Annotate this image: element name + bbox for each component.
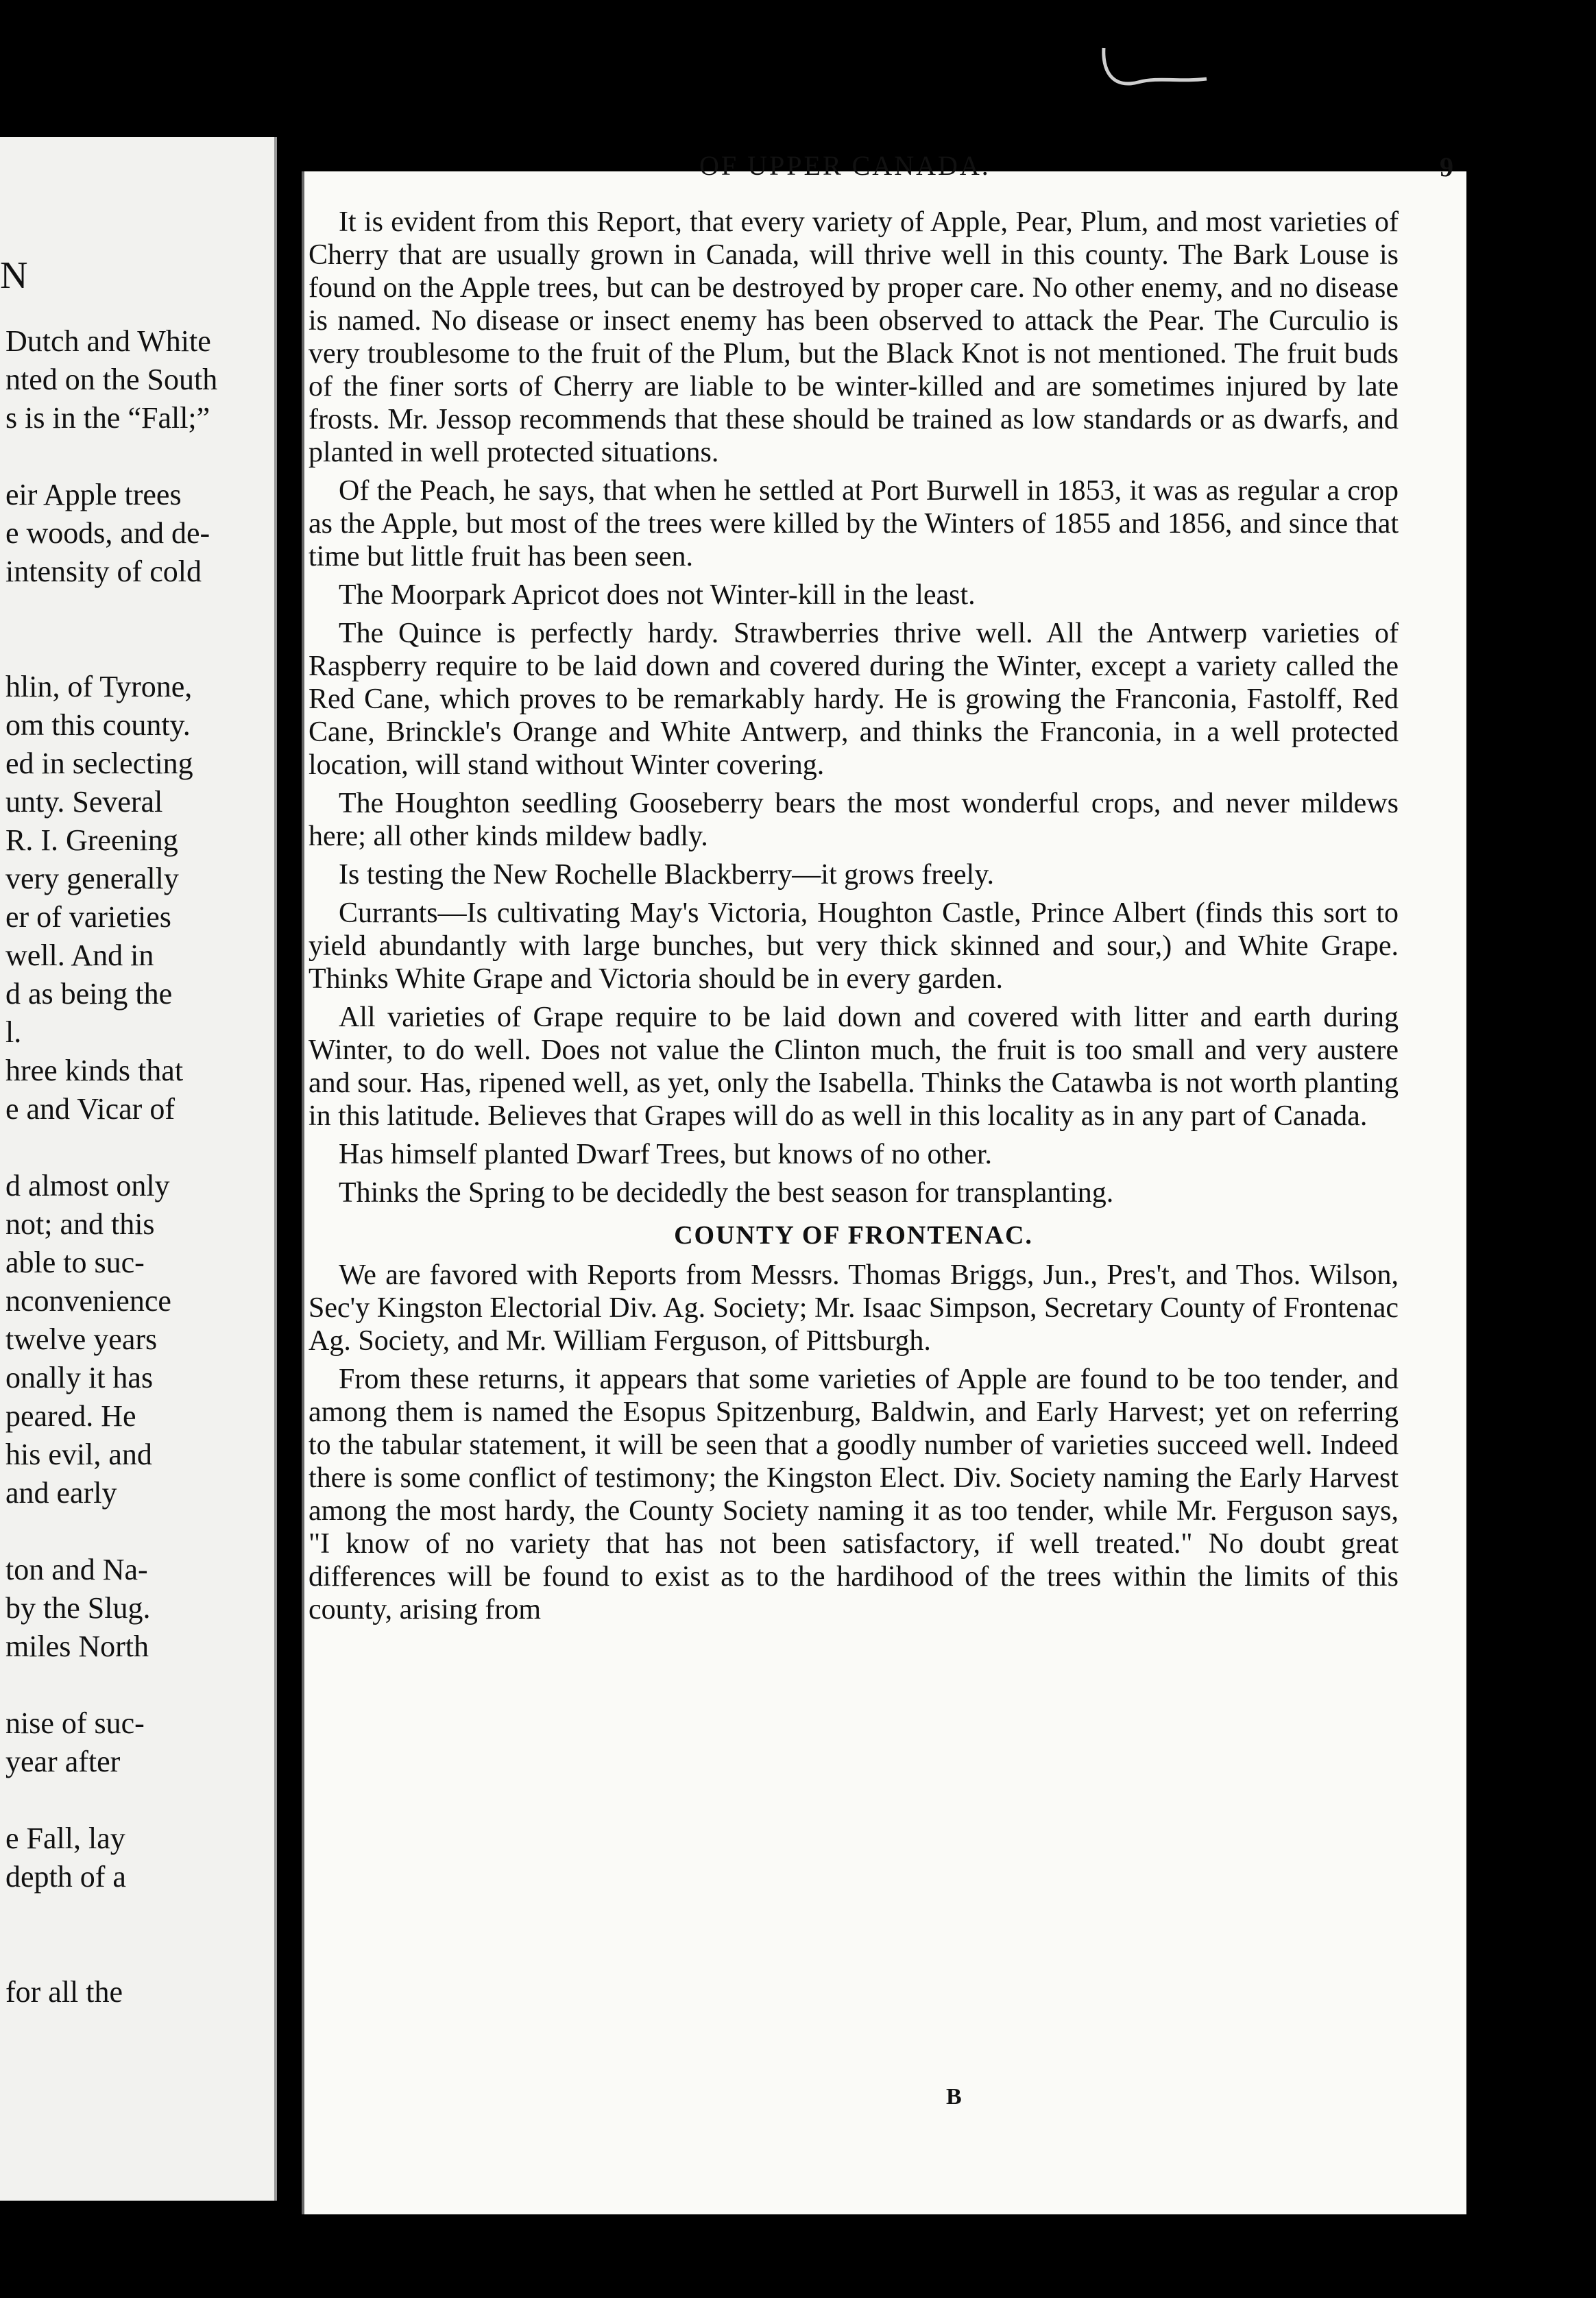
left-line-gap [5, 591, 265, 629]
page-number: 9 [1440, 152, 1453, 182]
paragraph: All varieties of Grape require to be laid down and covered with litter and earth during Winter, to do well. Does not value the Clinton much, the fruit is too small and very austere and sour. Has, ripened well, as yet, only the Isabella. Thinks the Catawba is not worth planting in this latitude. Believes that Grapes will do as well in this locality as in any part of Canada. [309, 1002, 1399, 1132]
paragraph: Thinks the Spring to be decidedly the best season for transplanting. [339, 1177, 1114, 1209]
paragraph: It is evident from this Report, that every variety of Apple, Pear, Plum, and most varieties of Cherry that are usually grown in Canada, will thrive well in this county. The Bark Louse is found on the Apple trees, but can be destroyed by proper care. No other enemy, and no disease is named. No disease or insect enemy has been observed to attack the Pear. The Curculio is very troublesome to the fruit of the Plum, but the Black Knot is not mentioned. The fruit buds of the finer sorts of Cherry are liable to be winter-killed and are sometimes injured by late frosts. Mr. Jessop recommends that these should be trained as low standards or as dwarfs, and planted in well protected situations. [309, 206, 1399, 468]
left-page-text [5, 322, 265, 2011]
left-line-gap [5, 1666, 265, 1704]
paragraph: Of the Peach, he says, that when he settled at Port Burwell in 1853, it was as regular a crop as the Apple, but most of the trees were killed by the Winters of 1855 and 1856, and since that time but little fruit has been seen. [309, 475, 1399, 572]
left-line: hlin, of Tyrone, [5, 670, 193, 703]
paragraph: Currants—Is cultivating May's Victoria, Houghton Castle, Prince Albert (finds this sort to yield abundantly with large bunches, but very thick skinned and sour,) and White Grape. Thinks White Grape and Victoria should be in every garden. [309, 897, 1399, 995]
left-line: well. And in [5, 939, 154, 972]
left-line: hree kinds that [5, 1054, 184, 1087]
left-line: e Fall, lay [5, 1822, 125, 1855]
left-line: able to suc- [5, 1246, 145, 1279]
left-line: year after [5, 1745, 121, 1778]
left-line: om this county. [5, 708, 191, 742]
left-line: miles North [5, 1630, 149, 1663]
running-head: OF UPPER CANADA. [699, 150, 991, 181]
left-line: and early [5, 1476, 117, 1510]
left-line-gap [5, 437, 265, 476]
left-line: unty. Several [5, 785, 163, 819]
left-page-header-fragment: N [0, 254, 28, 297]
left-line: d as being the [5, 977, 173, 1011]
paragraph: Has himself planted Dwarf Trees, but knows of no other. [339, 1139, 993, 1170]
left-line: his evil, and [5, 1438, 152, 1471]
paragraph: We are favored with Reports from Messrs. Thomas Briggs, Jun., Pres't, and Thos. Wilson, Sec'y Kingston Electorial Div. Ag. Society; Mr. Isaac Simpson, Secretary County of Frontenac Ag. Society, and Mr. William Ferguson, of Pittsburgh. [309, 1259, 1399, 1357]
left-line: e woods, and de- [5, 516, 210, 550]
left-line: ed in seclecting [5, 747, 193, 780]
left-line: nise of suc- [5, 1706, 145, 1740]
left-line-gap [5, 1128, 265, 1167]
signature-mark: B [946, 2084, 962, 2109]
left-line: peared. He [5, 1399, 136, 1433]
left-line: ton and Na- [5, 1553, 148, 1586]
left-line-gap [5, 1935, 265, 1973]
page-body [309, 206, 1399, 1632]
left-line-gap [5, 1781, 265, 1819]
page-header [384, 149, 1467, 197]
left-line: e and Vicar of [5, 1092, 175, 1126]
paragraph: The Moorpark Apricot does not Winter-kill in the least. [339, 579, 976, 611]
left-line: R. I. Greening [5, 823, 178, 857]
left-line: d almost only [5, 1169, 170, 1202]
left-line: Dutch and White [5, 324, 211, 358]
paragraph: The Houghton seedling Gooseberry bears the most wonderful crops, and never mildews here; all other kinds mildew badly. [309, 788, 1399, 852]
pen-mark [1097, 41, 1213, 96]
left-line: nconvenience [5, 1284, 171, 1318]
left-line: by the Slug. [5, 1591, 151, 1625]
left-line: l. [5, 1015, 22, 1049]
left-line: er of varieties [5, 900, 171, 934]
left-line: for all the [5, 1975, 123, 2009]
paragraph: Is testing the New Rochelle Blackberry—it grows freely. [339, 859, 994, 891]
left-line: intensity of cold [5, 555, 202, 588]
section-heading: COUNTY OF FRONTENAC. [674, 1221, 1033, 1250]
paragraph: From these returns, it appears that some varieties of Apple are found to be too tender, and among them is named the Esopus Spitzenburg, Baldwin, and Early Harvest; yet on referring to the tabular statement, it will be seen that a goodly number of varieties succeed well. Indeed there is some conflict of testimony; the Kingston Elect. Div. Society naming the Early Harvest among the most hardy, the County Society naming it as too tender, while Mr. Ferguson says, "I know of no variety that has not been satisfactory, if well treated." No doubt great differences will be found to exist as to the hardihood of the trees within the limits of this county, arising from [309, 1364, 1399, 1625]
left-line: twelve years [5, 1322, 158, 1356]
left-line: onally it has [5, 1361, 154, 1394]
left-line-gap [5, 1896, 265, 1935]
left-line: eir Apple trees [5, 478, 182, 511]
left-line: nted on the South [5, 363, 218, 396]
left-line: depth of a [5, 1860, 126, 1894]
left-line: s is in the “Fall;” [5, 401, 210, 435]
left-page [0, 137, 277, 2201]
left-line: very generally [5, 862, 179, 895]
left-line-gap [5, 1512, 265, 1551]
paragraph: The Quince is perfectly hardy. Strawberries thrive well. All the Antwerp varieties of Raspberry require to be laid down and covered during the Winter, except a variety called the Red Cane, which proves to be remarkably hardy. He is growing the Franconia, Fastolff, Red Cane, Brinckle's Orange and White Antwerp, and thinks the Franconia, in a well protected location, will stand without Winter covering. [309, 618, 1399, 781]
left-line: not; and this [5, 1207, 155, 1241]
left-line-gap [5, 629, 265, 668]
